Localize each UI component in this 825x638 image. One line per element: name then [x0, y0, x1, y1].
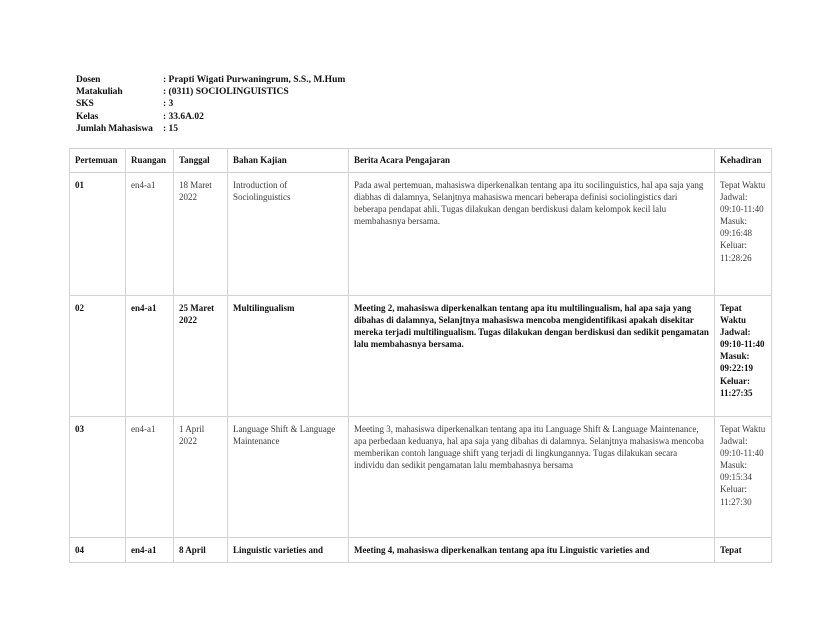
info-row-kelas [76, 111, 345, 123]
cell-bahan-kajian: Linguistic varieties and [228, 538, 349, 563]
info-label: Jumlah Mahasiswa [76, 123, 153, 134]
cell-tanggal: 8 April [174, 538, 228, 563]
info-row-dosen [76, 74, 345, 86]
cell-kehadiran: Tepat Waktu Jadwal: 09:10-11:40 Masuk: 09:22:19 Keluar: 11:27:35 [715, 296, 772, 417]
cell-ruangan: en4-a1 [126, 417, 174, 538]
cell-tanggal: 18 Maret 2022 [174, 173, 228, 296]
cell-berita-acara: Pada awal pertemuan, mahasiswa diperkenalkan tentang apa itu socilinguistics, hal apa saja yang diabhas di dalamnya, Selanjtnya mahasiswa mencari beberapa definisi sociolingistics dari beberapa pendapat ahli. Tugas dilakukan dengan berdiskusi dalam kelompok kecil lalu membahasnya bersama. [349, 173, 715, 296]
cell-bahan-kajian: Introduction of Sociolinguistics [228, 173, 349, 296]
cell-tanggal: 25 Maret 2022 [174, 296, 228, 417]
column-header-bahan-kajian: Bahan Kajian [228, 149, 349, 173]
info-label: SKS [76, 99, 94, 110]
schedule-table [69, 148, 772, 563]
column-header-kehadiran: Kehadiran [715, 149, 772, 173]
info-row-matakuliah [76, 86, 345, 98]
cell-berita-acara: Meeting 2, mahasiswa diperkenalkan tentang apa itu multilingualism, hal apa saja yang dibahas di dalamnya, Selanjtnya mahasiswa mencoba mengidentifikasi apakah disekitar mereka terjadi multilingualism. Tugas dilakukan dengan berdiskusi dan sedikit pengamatan lalu membahasnya bersama. [349, 296, 715, 417]
info-label: Matakuliah [76, 87, 123, 98]
info-label: Kelas [76, 111, 99, 122]
column-header-ruangan: Ruangan [126, 149, 174, 173]
cell-pertemuan: 04 [70, 538, 126, 563]
cell-ruangan: en4-a1 [126, 538, 174, 563]
cell-tanggal: 1 April 2022 [174, 417, 228, 538]
cell-bahan-kajian: Language Shift & Language Maintenance [228, 417, 349, 538]
table-row [70, 417, 772, 538]
cell-pertemuan: 03 [70, 417, 126, 538]
info-value: : 3 [163, 99, 174, 110]
table-header-row [70, 149, 772, 173]
cell-ruangan: en4-a1 [126, 173, 174, 296]
column-header-tanggal: Tanggal [174, 149, 228, 173]
cell-berita-acara: Meeting 4, mahasiswa diperkenalkan tentang apa itu Linguistic varieties and [349, 538, 715, 563]
course-info [76, 74, 345, 135]
cell-kehadiran: Tepat Waktu Jadwal: 09:10-11:40 Masuk: 09:16:48 Keluar: 11:28:26 [715, 173, 772, 296]
info-value: : 15 [163, 123, 179, 134]
table-row [70, 173, 772, 296]
table-row [70, 538, 772, 563]
info-label: Dosen [76, 75, 101, 85]
info-value: : (0311) SOCIOLINGUISTICS [163, 87, 289, 98]
cell-pertemuan: 02 [70, 296, 126, 417]
column-header-berita-acara: Berita Acara Pengajaran [349, 149, 715, 173]
cell-berita-acara: Meeting 3, mahasiswa diperkenalkan tentang apa itu Language Shift & Language Maintenance, apa perbedaan keduanya, hal apa saja yang dibahas di dalamnya. Selanjtnya mahasiswa mencoba memberikan contoh language shift yang terjadi di lingkungannya. Tugas dilakukan secara individu dan sedikit pengamatan lalu membahasnya bersama [349, 417, 715, 538]
table-row [70, 296, 772, 417]
info-row-jumlah-mahasiswa [76, 123, 345, 135]
cell-kehadiran: Tepat Waktu Jadwal: 09:10-11:40 Masuk: 09:15:34 Keluar: 11:27:30 [715, 417, 772, 538]
info-value: : Prapti Wigati Purwaningrum, S.S., M.Hum [163, 75, 346, 85]
column-header-pertemuan: Pertemuan [70, 149, 126, 173]
info-value: : 33.6A.02 [163, 111, 204, 122]
cell-kehadiran: Tepat [715, 538, 772, 563]
cell-pertemuan: 01 [70, 173, 126, 296]
cell-ruangan: en4-a1 [126, 296, 174, 417]
info-row-sks [76, 98, 345, 110]
cell-bahan-kajian: Multilingualism [228, 296, 349, 417]
